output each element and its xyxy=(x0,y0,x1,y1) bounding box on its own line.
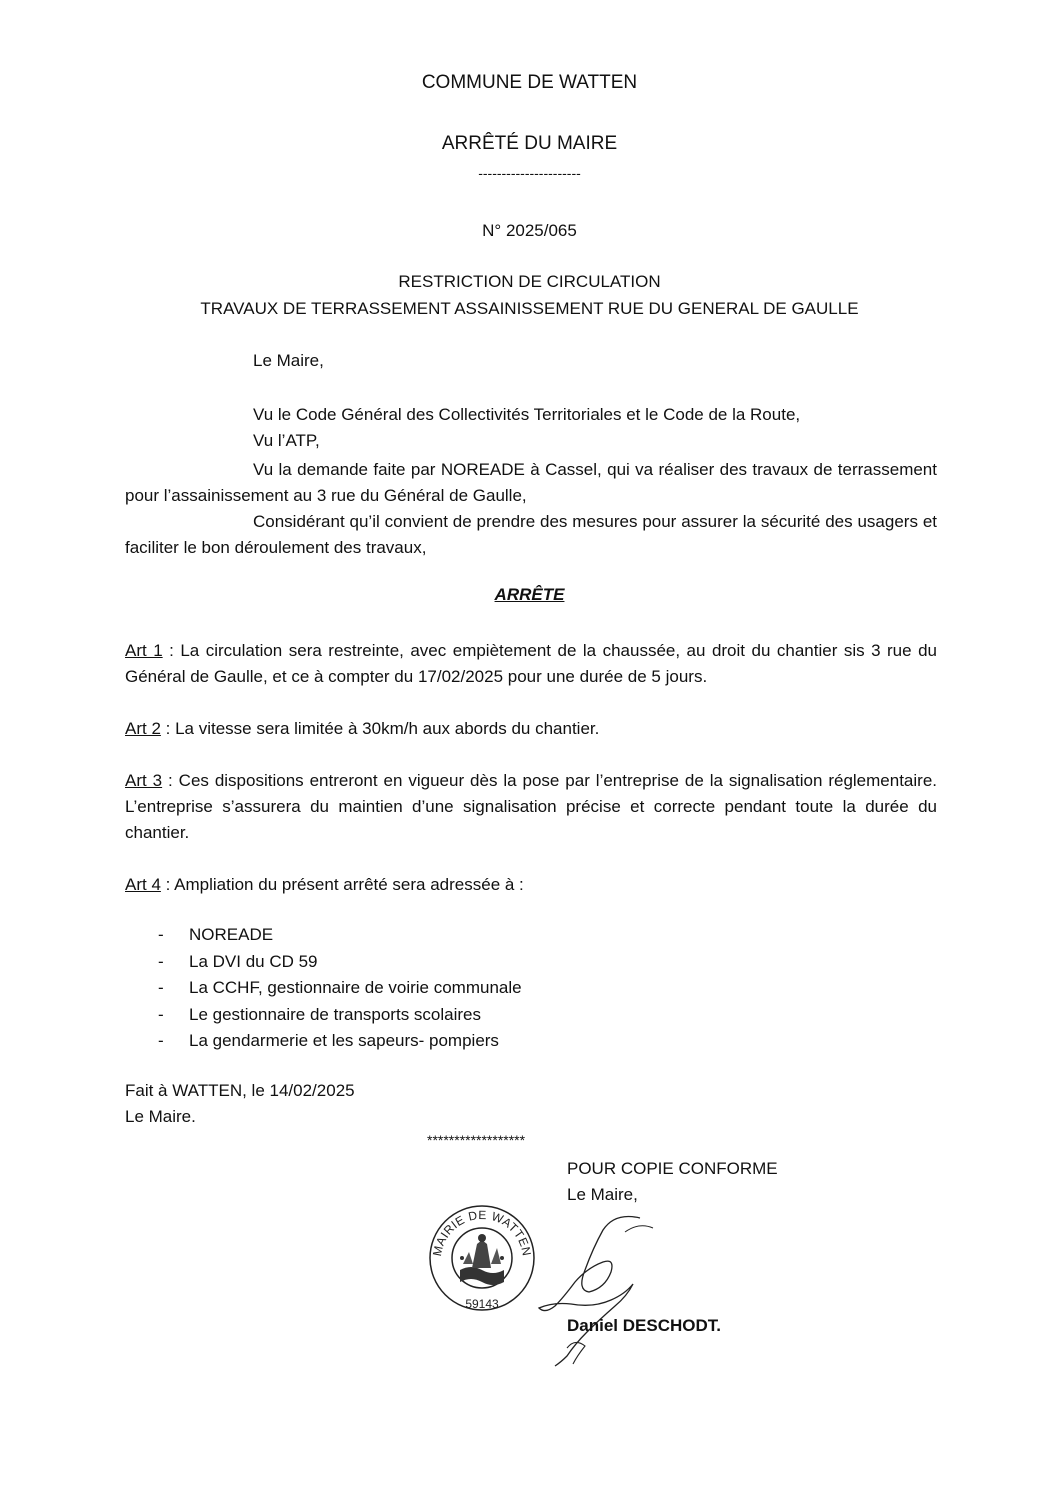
document-type: ARRÊTÉ DU MAIRE xyxy=(441,133,618,154)
done-at-date: Fait à WATTEN, le 14/02/2025 xyxy=(125,1081,355,1100)
article-text: : La circulation sera restreinte, avec empiètement de la chaussée, au droit du chantier sis 3 rue du Général de Gaulle, et ce à compter du 17/02/2025 pour une durée de 5 jours. xyxy=(125,641,937,686)
recipient-name: La CCHF, gestionnaire de voirie communale xyxy=(189,978,522,997)
recipient-list xyxy=(158,922,858,1055)
preamble-opening: Le Maire, xyxy=(253,351,324,370)
signatory-name: Daniel DESCHODT. xyxy=(567,1316,721,1335)
preamble-vu-atp: Vu l’ATP, xyxy=(253,431,320,450)
article-label: Art 2 xyxy=(125,719,161,738)
stamp-text-top: MAIRIE DE WATTEN xyxy=(430,1207,534,1258)
article-label: Art 3 xyxy=(125,771,163,790)
stamp-emblem-icon xyxy=(460,1234,504,1285)
list-dash: - xyxy=(158,951,164,971)
stars-separator: ****************** xyxy=(427,1132,526,1148)
subject-line-2: TRAVAUX DE TERRASSEMENT ASSAINISSEMENT RUE DU GENERAL DE GAULLE xyxy=(200,299,859,318)
recipient-name: La DVI du CD 59 xyxy=(189,951,318,971)
list-item xyxy=(158,922,858,949)
article-4 xyxy=(125,872,937,898)
list-item xyxy=(158,1002,858,1029)
list-item xyxy=(158,1028,858,1055)
article-text: : Ces dispositions entreront en vigueur dès la pose par l’entreprise de la signalisation réglementaire. L’entreprise s’assurera du maintien d’une signalisation précise et correcte pendant toute la durée du chantier. xyxy=(125,771,937,842)
stamp-text-bottom: 59143 xyxy=(465,1297,499,1311)
title-separator: ---------------------- xyxy=(478,165,581,181)
list-dash: - xyxy=(158,1004,164,1024)
list-item xyxy=(158,975,858,1002)
article-label: Art 4 xyxy=(125,875,161,894)
recipient-name: Le gestionnaire de transports scolaires xyxy=(189,1004,481,1024)
list-item xyxy=(158,949,858,976)
decree-number: N° 2025/065 xyxy=(482,221,577,240)
preamble-considerant: Considérant qu’il convient de prendre des mesures pour assurer la sécurité des usagers et faciliter le bon déroulement des travaux, xyxy=(125,512,937,557)
certified-copy: POUR COPIE CONFORME xyxy=(567,1159,778,1178)
article-label: Art 1 xyxy=(125,641,163,660)
recipient-name: NOREADE xyxy=(189,925,274,944)
arrete-heading: ARRÊTE xyxy=(494,585,565,604)
article-text: : La vitesse sera limitée à 30km/h aux abords du chantier. xyxy=(160,719,600,738)
list-dash: - xyxy=(158,1031,164,1050)
mayor-signature xyxy=(515,1210,665,1370)
certified-copy-mayor: Le Maire, xyxy=(567,1185,638,1204)
commune-title: COMMUNE DE WATTEN xyxy=(421,72,638,93)
mayor-closing: Le Maire. xyxy=(125,1107,196,1126)
preamble-vu-code: Vu le Code Général des Collectivités Territoriales et le Code de la Route, xyxy=(253,405,801,424)
article-2 xyxy=(125,716,937,742)
subject-line-1: RESTRICTION DE CIRCULATION xyxy=(398,272,661,291)
recipient-name: La gendarmerie et les sapeurs- pompiers xyxy=(189,1031,499,1050)
article-3 xyxy=(125,768,937,846)
list-dash: - xyxy=(158,978,164,997)
article-1 xyxy=(125,638,937,690)
list-dash: - xyxy=(158,925,164,944)
article-text: : Ampliation du présent arrêté sera adressée à : xyxy=(160,875,524,894)
preamble-vu-demande: Vu la demande faite par NOREADE à Cassel, qui va réaliser des travaux de terrassement pour l’assainissement au 3 rue du Général de Gaulle, xyxy=(125,460,937,505)
